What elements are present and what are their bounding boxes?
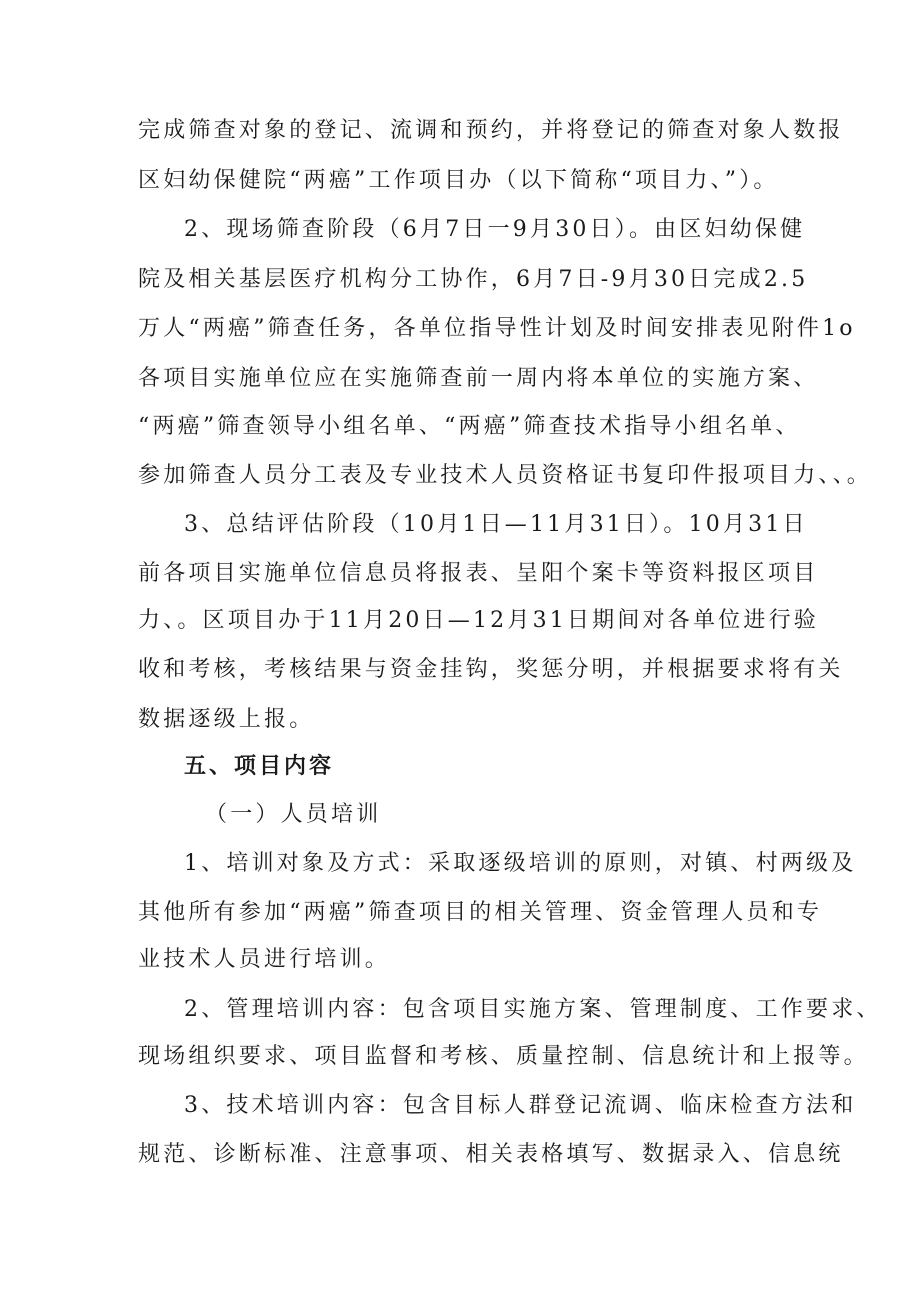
paragraph-line: 各项目实施单位应在实施筛查前一周内将本单位的实施方案、 <box>138 366 819 391</box>
paragraph-line: 业技术人员进行培训。 <box>138 947 391 972</box>
paragraph-line: 现场组织要求、项目监督和考核、质量控制、信息统计和上报等。 <box>138 1044 869 1069</box>
paragraph-line: 2、现场筛查阶段（6月7日一9月30日）。由区妇幼保健 <box>184 217 806 242</box>
paragraph-line: 数据逐级上报。 <box>138 707 315 732</box>
paragraph-line: 1、培训对象及方式：采取逐级培训的原则，对镇、村两级及 <box>184 851 857 876</box>
paragraph-line: 参加筛查人员分工表及专业技术人员资格证书复印件报项目力、、。 <box>138 463 873 488</box>
paragraph-line: 3、技术培训内容：包含目标人群登记流调、临床检查方法和 <box>184 1093 857 1118</box>
paragraph-line: 收和考核，考核结果与资金挂钩，奖惩分明，并根据要求将有关 <box>138 657 844 682</box>
paragraph-line: 区妇幼保健院“两癌”工作项目办（以下简称“项目力、”）。 <box>138 168 779 193</box>
paragraph-line: 力、。区项目办于11月20日—12月31日期间对各单位进行验 <box>138 608 819 633</box>
paragraph-line: 万人“两癌”筛查任务，各单位指导性计划及时间安排表见附件1o <box>138 316 856 341</box>
paragraph-line: 2、管理培训内容：包含项目实施方案、管理制度、工作要求、 <box>184 997 882 1022</box>
paragraph-line: “两癌”筛查领导小组名单、“两癌”筛查技术指导小组名单、 <box>138 414 801 439</box>
subsection-heading: （一）人员培训 <box>205 802 382 827</box>
section-heading: 五、项目内容 <box>184 754 335 779</box>
paragraph-line: 其他所有参加“两癌”筛查项目的相关管理、资金管理人员和专 <box>138 900 823 925</box>
paragraph-line: 院及相关基层医疗机构分工协作，6月7日-9月30日完成2.5 <box>138 267 809 292</box>
paragraph-line: 规范、诊断标准、注意事项、相关表格填写、数据录入、信息统 <box>138 1142 844 1167</box>
paragraph-line: 前各项目实施单位信息员将报表、呈阳个案卡等资料报区项目 <box>138 561 819 586</box>
paragraph-line: 完成筛查对象的登记、流调和预约，并将登记的筛查对象人数报 <box>138 118 844 143</box>
paragraph-line: 3、总结评估阶段（10月1日—11月31日）。10月31日 <box>184 512 808 537</box>
